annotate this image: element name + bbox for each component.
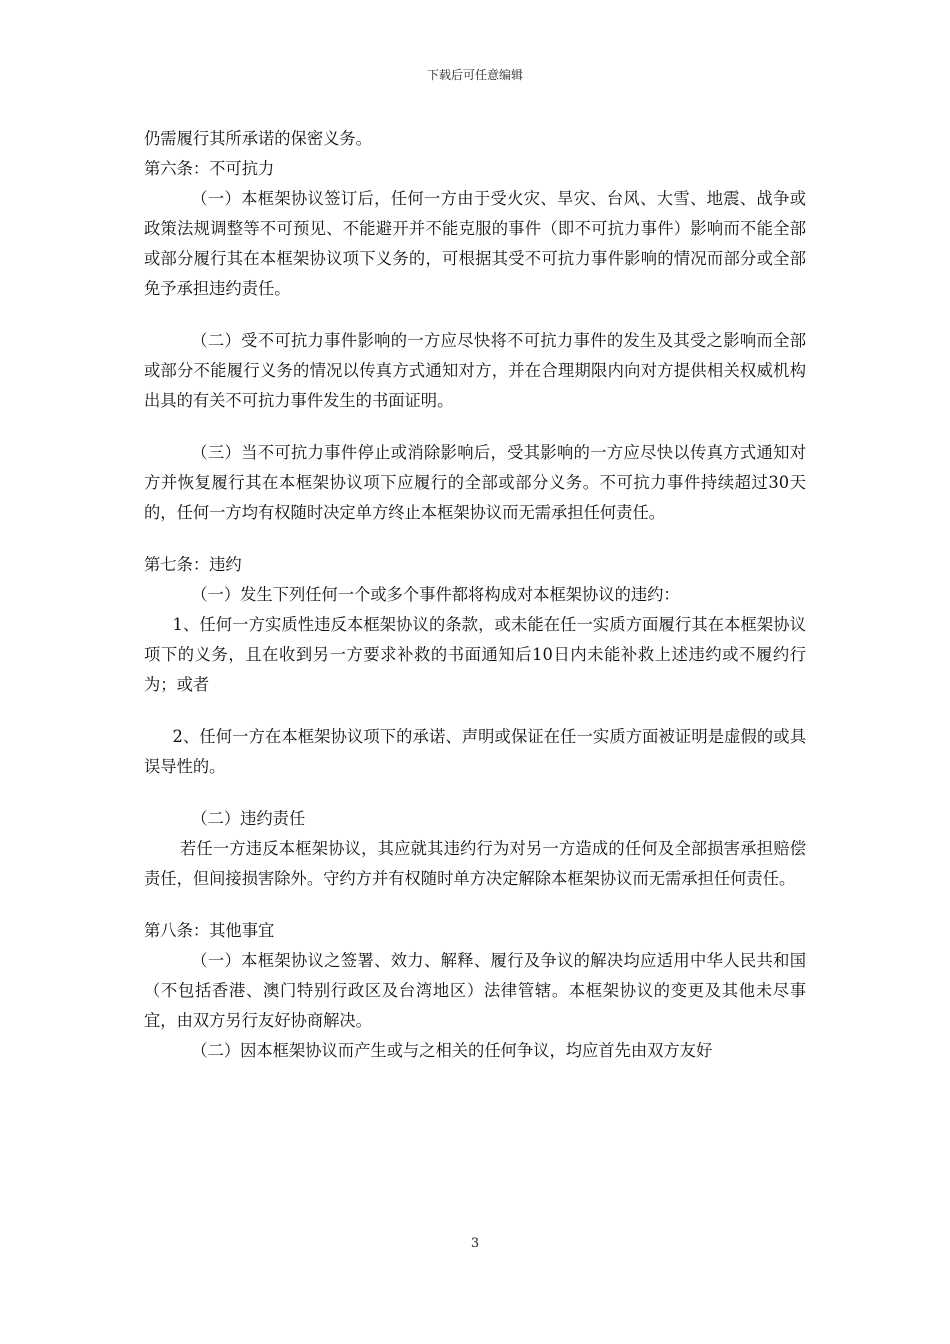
article-6-clause-1: （一）本框架协议签订后，任何一方由于受火灾、旱灾、台风、大雪、地震、战争或政策法规调整等不可预见、不能避开并不能克服的事件（即不可抗力事件）影响而不能全部或部分履行其在本框架协议项下义务的，可根据其受不可抗力事件影响的情况而部分或全部免予承担违约责任。 <box>144 189 806 298</box>
article-8-heading: 第八条：其他事宜 <box>144 921 275 940</box>
article-6-clause-3: （三）当不可抗力事件停止或消除影响后，受其影响的一方应尽快以传真方式通知对方并恢复履行其在本框架协议项下应履行的全部或部分义务。不可抗力事件持续超过30天的，任何一方均有权随时决定单方终止本框架协议而无需承担任何责任。 <box>144 443 806 522</box>
paragraph-continuation: 仍需履行其所承诺的保密义务。 <box>144 129 372 148</box>
document-body <box>144 124 806 1066</box>
article-7-clause-2-body: 若任一方违反本框架协议，其应就其违约行为对另一方造成的任何及全部损害承担赔偿责任，但间接损害除外。守约方并有权随时单方决定解除本框架协议而无需承担任何责任。 <box>144 839 806 888</box>
article-7-clause-2-heading: （二）违约责任 <box>191 809 306 828</box>
article-7-item-2: 2、任何一方在本框架协议项下的承诺、声明或保证在任一实质方面被证明是虚假的或具误导性的。 <box>144 727 806 776</box>
page-number: 3 <box>470 1236 480 1251</box>
article-7-clause-1: （一）发生下列任何一个或多个事件都将构成对本框架协议的违约： <box>191 585 680 604</box>
article-8-clause-2: （二）因本框架协议而产生或与之相关的任何争议，均应首先由双方友好 <box>191 1041 713 1060</box>
article-8-clause-1: （一）本框架协议之签署、效力、解释、履行及争议的解决均应适用中华人民共和国（不包括香港、澳门特别行政区及台湾地区）法律管辖。本框架协议的变更及其他未尽事宜，由双方另行友好协商解决。 <box>144 951 806 1030</box>
article-6-heading: 第六条：不可抗力 <box>144 159 275 178</box>
article-7-item-1: 1、任何一方实质性违反本框架协议的条款，或未能在任一实质方面履行其在本框架协议项下的义务，且在收到另一方要求补救的书面通知后10日内未能补救上述违约或不履约行为；或者 <box>144 615 806 694</box>
article-6-clause-2: （二）受不可抗力事件影响的一方应尽快将不可抗力事件的发生及其受之影响而全部或部分不能履行义务的情况以传真方式通知对方，并在合理期限内向对方提供相关权威机构出具的有关不可抗力事件发生的书面证明。 <box>144 331 806 410</box>
page-header: 下载后可任意编辑 <box>426 68 523 82</box>
article-7-heading: 第七条：违约 <box>144 555 242 574</box>
